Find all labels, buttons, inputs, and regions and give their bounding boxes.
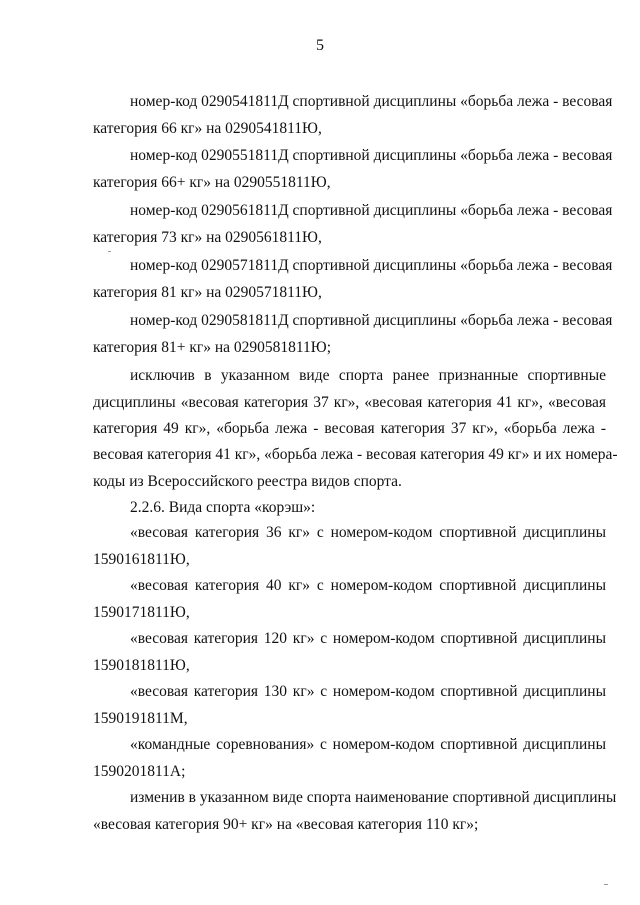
text-line: изменив в указанном виде спорта наименование спортивной дисциплины — [130, 789, 617, 806]
text-line: дисциплины «весовая категория 37 кг», «весовая категория 41 кг», «весовая — [93, 394, 606, 411]
text-line: номер-код 0290551811Д спортивной дисциплины «борьба лежа - весовая — [130, 147, 613, 164]
scan-speck — [604, 884, 608, 885]
text-line: 1590191811М, — [93, 710, 188, 727]
text-line: «весовая категория 120 кг» с номером-кодом спортивной дисциплины — [130, 630, 606, 647]
text-line: категория 49 кг», «борьба лежа - весовая категория 37 кг», «борьба лежа - — [93, 420, 606, 437]
section-heading: 2.2.6. Вида спорта «корэш»: — [130, 499, 316, 516]
text-line: номер-код 0290561811Д спортивной дисциплины «борьба лежа - весовая — [130, 202, 613, 219]
text-line: номер-код 0290581811Д спортивной дисциплины «борьба лежа - весовая — [130, 312, 613, 329]
text-line: 1590161811Ю, — [93, 551, 190, 568]
text-line: номер-код 0290571811Д спортивной дисциплины «борьба лежа - весовая — [130, 257, 613, 274]
text-line: категория 81+ кг» на 0290581811Ю; — [93, 339, 332, 356]
text-line: номер-код 0290541811Д спортивной дисциплины «борьба лежа - весовая — [130, 93, 613, 110]
text-line: «весовая категория 130 кг» с номером-кодом спортивной дисциплины — [130, 683, 606, 700]
text-line: 1590201811А; — [93, 763, 186, 780]
text-line: категория 66 кг» на 0290541811Ю, — [93, 120, 322, 137]
page-number: 5 — [316, 37, 324, 54]
text-line: весовая категория 41 кг», «борьба лежа - весовая категория 49 кг» и их номера- — [93, 446, 618, 463]
text-line: исключив в указанном виде спорта ранее признанные спортивные — [130, 367, 606, 384]
text-line: категория 73 кг» на 0290561811Ю, — [93, 229, 322, 246]
text-line: 1590181811Ю, — [93, 657, 190, 674]
text-line: категория 66+ кг» на 0290551811Ю, — [93, 174, 331, 191]
text-line: «весовая категория 40 кг» с номером-кодом спортивной дисциплины — [130, 577, 606, 594]
text-line: 1590171811Ю, — [93, 604, 190, 621]
text-line: коды из Всероссийского реестра видов спорта. — [93, 473, 402, 490]
text-line: категория 81 кг» на 0290571811Ю, — [93, 284, 322, 301]
text-line: «весовая категория 36 кг» с номером-кодом спортивной дисциплины — [130, 524, 606, 541]
scan-speck — [108, 251, 111, 252]
text-line: «весовая категория 90+ кг» на «весовая категория 110 кг»; — [93, 816, 479, 833]
text-line: «командные соревнования» с номером-кодом спортивной дисциплины — [130, 736, 606, 753]
